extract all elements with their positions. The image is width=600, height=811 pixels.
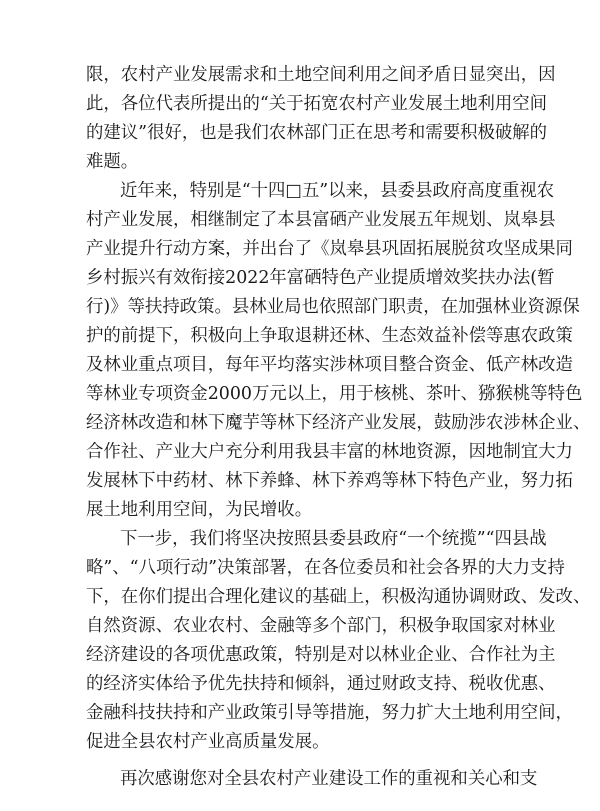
text-line: 合作社、产业大户充分利用我县丰富的林地资源，因地制宜大力 — [86, 442, 573, 462]
paragraph-start-line: 再次感谢您对全县农村产业建设工作的重视和关心和支 — [120, 769, 538, 789]
text-line: 的经济实体给予优先扶持和倾斜，通过财政支持、税收优惠、 — [86, 674, 556, 694]
text-line: 难题。 — [86, 152, 139, 172]
text-line: 促进全县农村产业高质量发展。 — [86, 732, 330, 752]
text-line: 等林业专项资金2000万元以上，用于核桃、茶叶、猕猴桃等特色 — [86, 384, 583, 404]
text-line: 村产业发展，相继制定了本县富硒产业发展五年规划、岚皋县 — [86, 210, 556, 230]
text-line: 自然资源、农业农村、金融等多个部门，积极争取国家对林业 — [86, 616, 556, 636]
text-line: 经济林改造和林下魔芋等林下经济产业发展，鼓励涉农涉林企业、 — [86, 413, 591, 433]
text-line: 金融科技扶持和产业政策引导等措施，努力扩大土地利用空间， — [86, 703, 573, 723]
paragraph-start-line: 近年来，特别是“十四□五”以来，县委县政府高度重视农 — [120, 181, 555, 201]
text-line: 经济建设的各项优惠政策，特别是对以林业企业、合作社为主 — [86, 645, 556, 665]
text-line: 护的前提下，积极向上争取退耕还林、生态效益补偿等惠农政策 — [86, 326, 573, 346]
text-line: 乡村振兴有效衔接2022年富硒特色产业提质增效奖扶办法(暂 — [86, 268, 555, 288]
text-line: 限，农村产业发展需求和土地空间利用之间矛盾日显突出，因 — [86, 65, 556, 85]
text-line: 及林业重点项目，每年平均落实涉林项目整合资金、低产林改造 — [86, 355, 573, 375]
text-line: 此，各位代表所提出的“关于拓宽农村产业发展土地利用空间 — [86, 94, 548, 114]
text-line: 略”、“八项行动”决策部署，在各位委员和社会各界的大力支持 — [86, 558, 565, 578]
text-line: 发展林下中药材、林下养蜂、林下养鸡等林下特色产业，努力拓 — [86, 471, 573, 491]
paragraph-start-line: 下一步，我们将坚决按照县委县政府“一个统揽”“四县战 — [120, 529, 547, 549]
text-line: 展土地利用空间，为民增收。 — [86, 500, 313, 520]
text-line: 的建议”很好，也是我们农林部门正在思考和需要积极破解的 — [86, 123, 548, 143]
text-line: 产业提升行动方案，并出台了《岚皋县巩固拓展脱贫攻坚成果同 — [86, 239, 573, 259]
text-line: 行)》等扶持政策。县林业局也依照部门职责，在加强林业资源保 — [86, 297, 580, 317]
text-line: 下，在你们提出合理化建议的基础上，积极沟通协调财政、发改、 — [86, 587, 591, 607]
